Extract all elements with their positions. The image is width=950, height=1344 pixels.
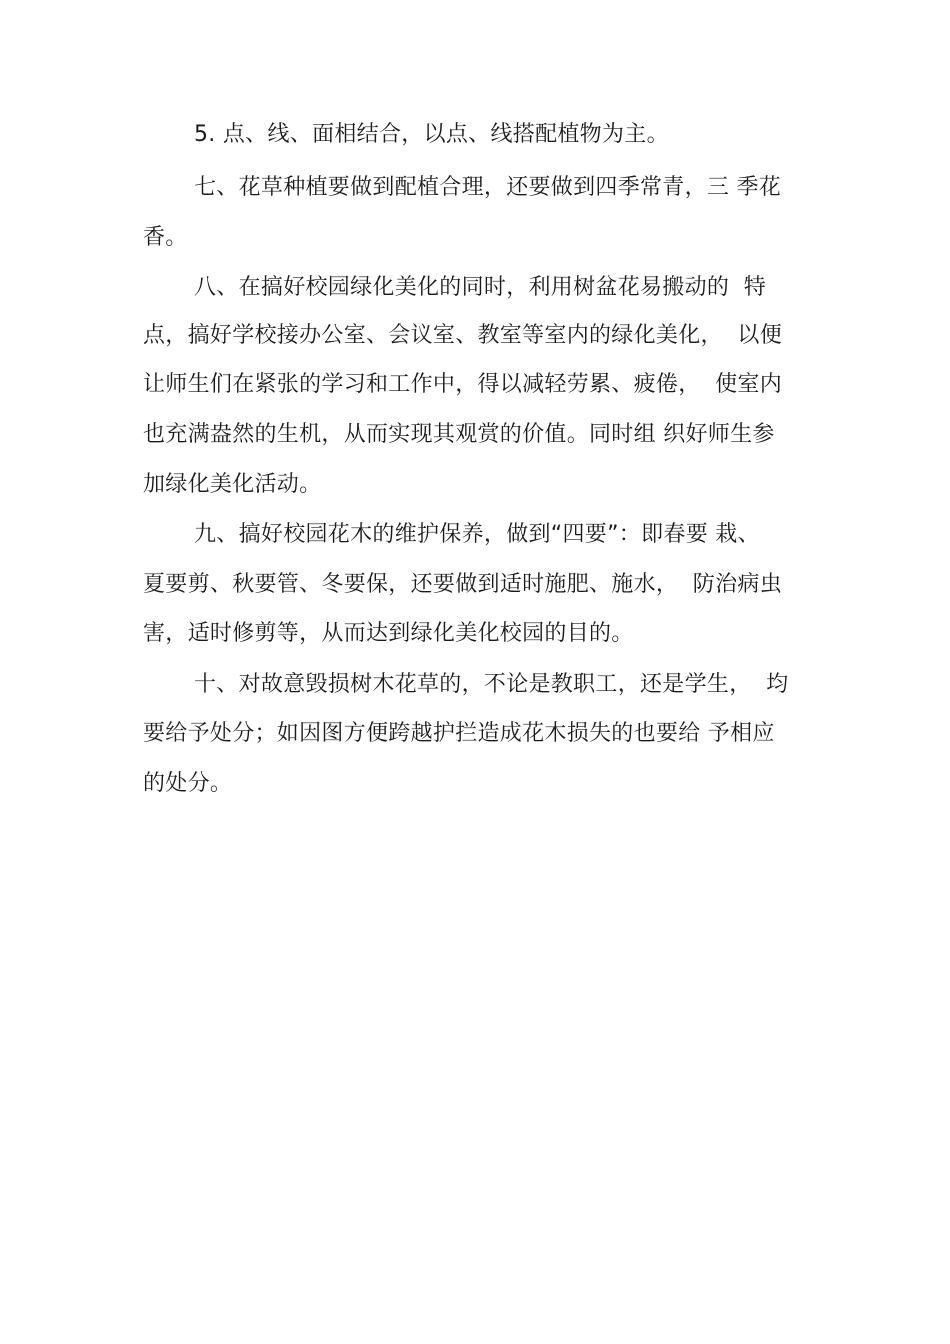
paragraph-5-line-1: 5. 点、线、面相结合，以点、线搭配植物为主。 — [194, 122, 669, 147]
paragraph-10-line-3: 的处分。 — [143, 771, 233, 796]
paragraph-8-line-3: 让师生们在紧张的学习和工作中，得以减轻劳累、疲倦， 使室内 — [143, 372, 782, 397]
paragraph-8-line-2: 点，搞好学校接办公室、会议室、教室等室内的绿化美化， 以便 — [143, 323, 782, 348]
paragraph-9-line-2: 夏要剪、秋要管、冬要保，还要做到适时施肥、施水， 防治病虫 — [143, 572, 782, 597]
paragraph-10-line-2: 要给予处分；如因图方便跨越护拦造成花木损失的也要给 予相应 — [143, 721, 775, 746]
paragraph-10-line-1: 十、对故意毁损树木花草的，不论是教职工，还是学生， 均 — [194, 672, 789, 697]
paragraph-8-line-5: 加绿化美化活动。 — [143, 472, 322, 497]
paragraph-7-line-1: 七、花草种植要做到配植合理，还要做到四季常青，三 季花 — [194, 175, 782, 200]
paragraph-8-line-1: 八、在搞好校园绿化美化的同时，利用树盆花易搬动的 特 — [194, 275, 767, 300]
paragraph-9-line-3: 害，适时修剪等，从而达到绿化美化校园的目的。 — [143, 621, 634, 646]
paragraph-8-line-4: 也充满盎然的生机，从而实现其观赏的价值。同时组 织好师生参 — [143, 422, 775, 447]
paragraph-7-line-2: 香。 — [143, 225, 188, 250]
paragraph-9-line-1: 九、搞好校园花木的维护保养，做到“四要”：即春要 栽、 — [194, 522, 760, 547]
